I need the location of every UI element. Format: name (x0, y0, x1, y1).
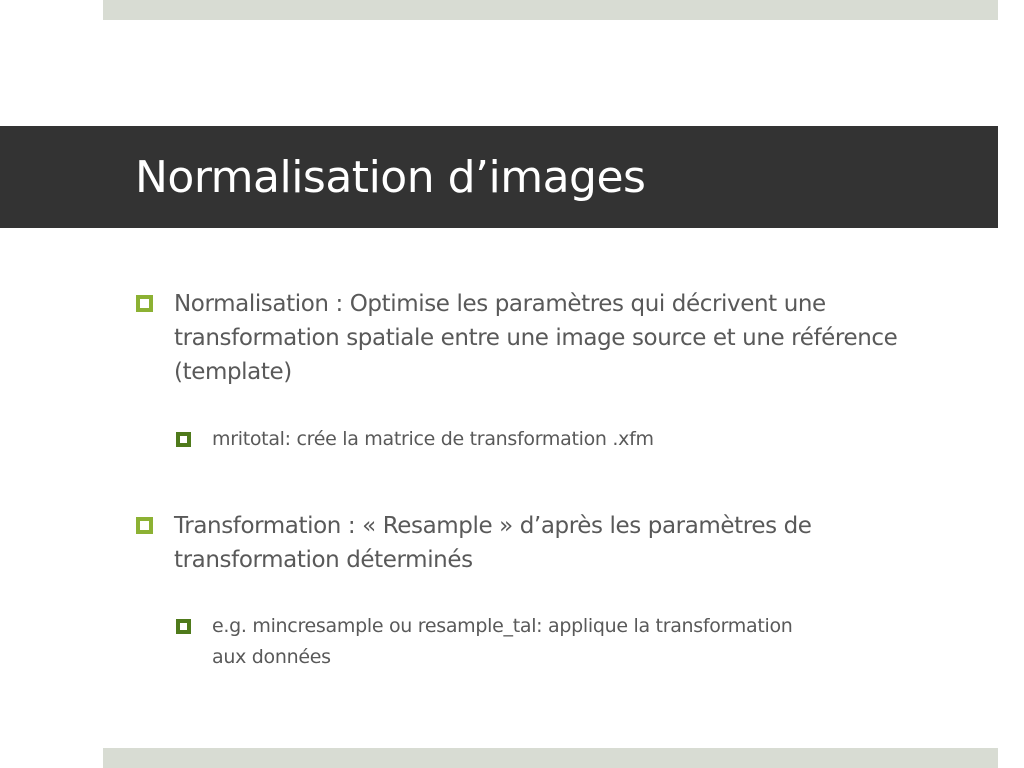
top-decorative-band (103, 0, 998, 20)
hollow-square-bullet-icon (176, 619, 191, 634)
bottom-decorative-band (103, 748, 998, 768)
hollow-square-bullet-icon (136, 295, 153, 312)
slide-title: Normalisation d’images (135, 152, 646, 203)
sub-bullet-text: e.g. mincresample ou resample_tal: applique la transformation aux données (212, 615, 793, 668)
hollow-square-bullet-icon (176, 432, 191, 447)
bullet-text: Normalisation : Optimise les paramètres qui décrivent une transformation spatiale entre une image source et une référence (template) (174, 291, 898, 385)
bullet-text: Transformation : « Resample » d’après les paramètres de transformation déterminés (174, 513, 812, 573)
hollow-square-bullet-icon (136, 517, 153, 534)
sub-bullet-text: mritotal: crée la matrice de transformation .xfm (212, 428, 654, 450)
